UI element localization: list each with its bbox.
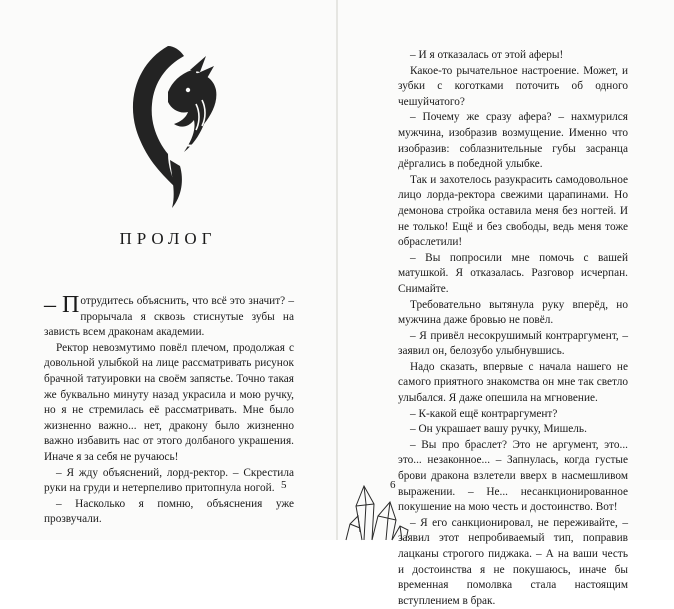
paragraph: – Я привёл несокрушимый контраргумент, – заявил он, белозубо улыбнувшись. — [398, 329, 628, 358]
left-page — [0, 0, 336, 540]
paragraph: – Он украшает вашу ручку, Мишель. — [410, 423, 587, 436]
paragraph: Какое-то рычательное настроение. Может, и зубки с коготками поточить об одного чешуйчатого? — [398, 64, 628, 108]
paragraph: Требовательно вытянула руку вперёд, но мужчина даже бровью не повёл. — [398, 298, 628, 327]
paragraph: Так и захотелось разукрасить самодовольное лицо лорда-ректора свежими царапинами. Но демонова стройка оставила меня без ногтей. И не только! Ещё и без свободы, ведь меня тоже обраслетили! — [398, 173, 628, 249]
left-page-text — [44, 294, 294, 528]
paragraph: Надо сказать, впервые с начала нашего не самого приятного знакомства он мне так светло улыбался. Я даже опешила на мгновение. — [398, 360, 628, 405]
crystals-ornament-icon — [342, 466, 414, 540]
right-page — [338, 0, 674, 607]
dropcap: – П — [44, 292, 80, 318]
page-number: 6 — [390, 479, 396, 491]
paragraph — [44, 294, 294, 341]
page-number: 5 — [281, 479, 287, 491]
paragraph: – Я жду объяснений, лорд-ректор. – Скрестила руки на груди и нетерпеливо притопнула ногой. — [44, 466, 294, 495]
paragraph: – Насколько я помню, объяснения уже прозвучали. — [44, 497, 294, 526]
dragon-emblem-icon — [110, 40, 230, 210]
paragraph: – Вы про браслет? Это не аргумент, это... это... незаконное... – Запнулась, когда густые брови дракона взлетели вверх в насмешливом выражении. – Не... несанкционированное покушение на мою честь и достоинство. Вот! — [398, 438, 628, 514]
right-page-text — [398, 48, 628, 609]
paragraph: – Почему же сразу афера? – нахмурился мужчина, изобразив возмущение. Именно что изобразив: соблазнительные губы засранца дёргались в победной улыбке. — [398, 111, 628, 171]
paragraph: – Вы попросили мне помочь с вашей матушкой. Я отказалась. Разговор исчерпан. Снимайте. — [398, 251, 628, 295]
paragraph: – К-какой ещё контраргумент? — [410, 407, 558, 420]
chapter-title: ПРОЛОГ — [119, 229, 217, 248]
paragraph-text: отрудитесь объяснить, что всё это значит? – прорычала я сквозь стиснутые зубы на зависть всем драконам академии. — [44, 295, 294, 339]
paragraph: Ректор невозмутимо повёл плечом, продолжая с довольной улыбкой на лице рассматривать рисунок брачной татуировки на своём запястье. Точно такая же буквально минуту назад украсила и мою ручку, но я не стремилась её рассматривать. Мне было жизненно важно... нет, дракону было жизненно важно избавить нас от этого долбаного украшения. Иначе я за себя не ручаюсь! — [44, 341, 294, 463]
paragraph: – Я его санкционировал, не переживайте, – заявил этот непробиваемый тип, поправив лацканы строгого пиджака. – А на ваши честь и достоинства я не покушаюсь, иначе бы временная помолвка стала настоящим вступлением в брак. — [398, 516, 628, 607]
paragraph: – И я отказалась от этой аферы! — [410, 49, 564, 61]
